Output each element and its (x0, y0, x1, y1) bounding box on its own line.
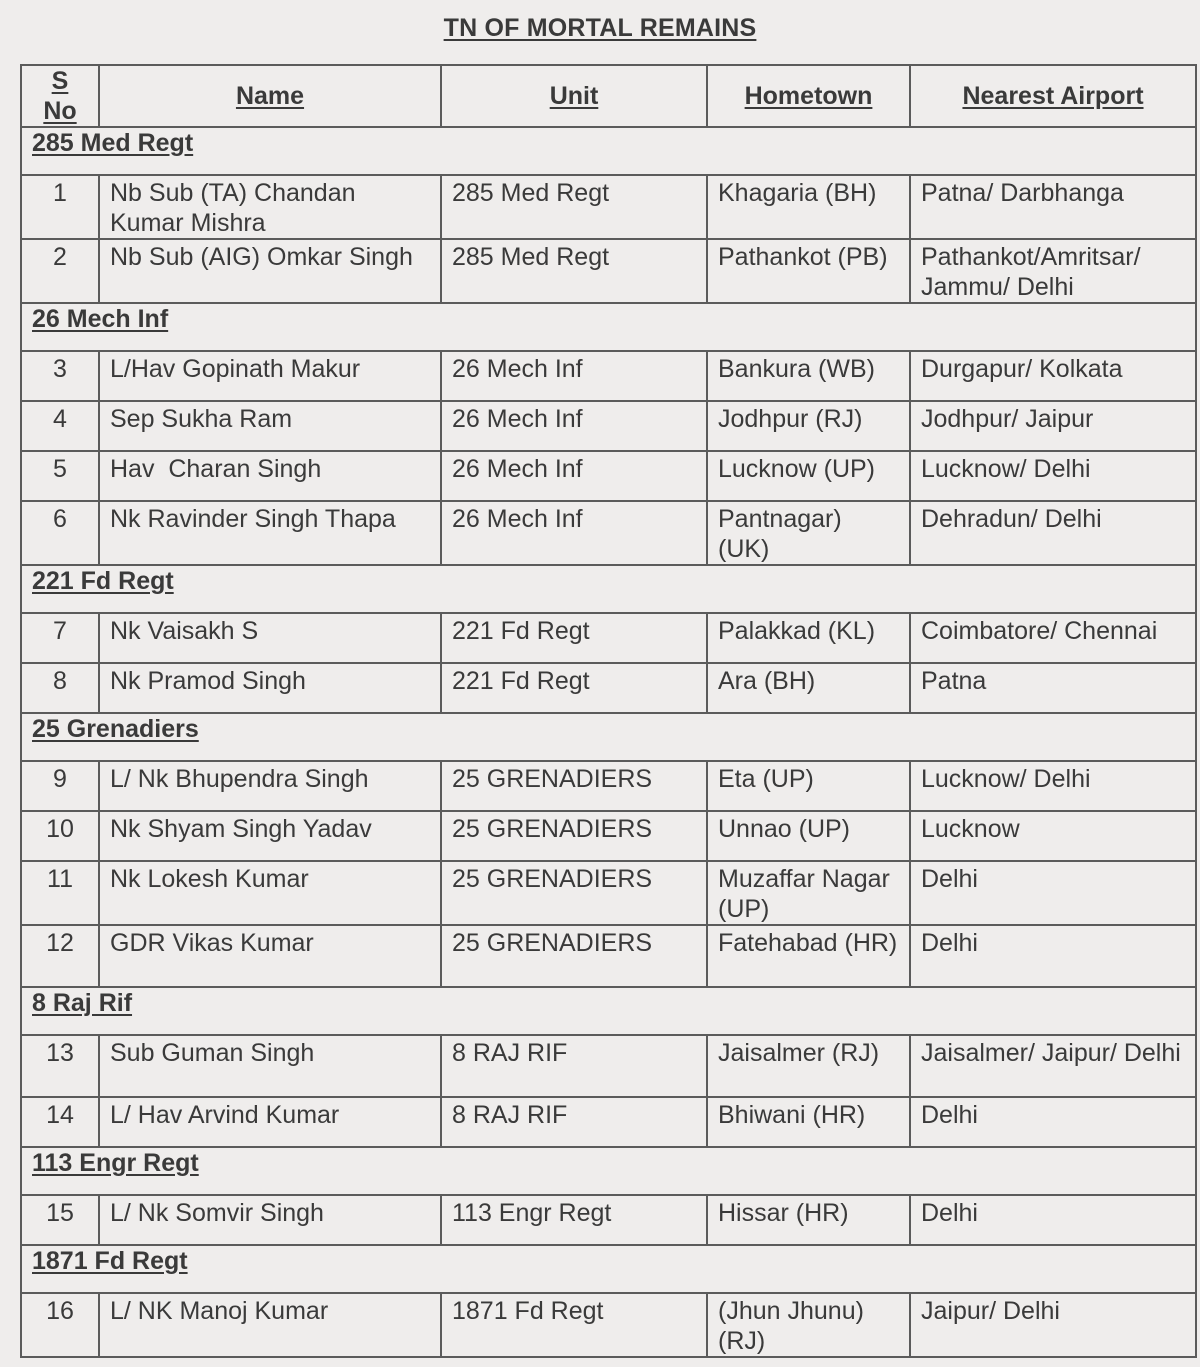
airport-cell: Delhi (910, 861, 1196, 925)
sno-header-line1: S (51, 67, 69, 95)
sno-cell: 15 (21, 1195, 99, 1245)
airport-cell: Patna (910, 663, 1196, 713)
sno-cell: 3 (21, 351, 99, 401)
table-row (21, 1035, 1196, 1097)
header-row (21, 65, 1196, 127)
name-cell: Nk Ravinder Singh Thapa (99, 501, 441, 565)
name-cell: L/ NK Manoj Kumar (99, 1293, 441, 1357)
hometown-cell: Khagaria (BH) (707, 175, 910, 239)
hometown-cell: Lucknow (UP) (707, 451, 910, 501)
name-cell: Sep Sukha Ram (99, 401, 441, 451)
airport-cell: Dehradun/ Delhi (910, 501, 1196, 565)
unit-cell: 113 Engr Regt (441, 1195, 707, 1245)
group-title: 1871 Fd Regt (21, 1245, 1196, 1293)
hometown-cell: Muzaffar Nagar (UP) (707, 861, 910, 925)
document-title: TN OF MORTAL REMAINS (443, 14, 757, 42)
name-header: Name (99, 65, 441, 127)
group-row (21, 127, 1196, 175)
hometown-cell: Ara (BH) (707, 663, 910, 713)
table-row (21, 501, 1196, 565)
mortal-remains-table (20, 64, 1197, 1358)
group-row (21, 1245, 1196, 1293)
hometown-cell: Palakkad (KL) (707, 613, 910, 663)
table-row (21, 401, 1196, 451)
sno-cell: 13 (21, 1035, 99, 1097)
sno-cell: 10 (21, 811, 99, 861)
group-title: 113 Engr Regt (21, 1147, 1196, 1195)
sno-cell: 6 (21, 501, 99, 565)
unit-cell: 26 Mech Inf (441, 451, 707, 501)
sno-header (21, 65, 99, 127)
table-row (21, 351, 1196, 401)
group-row (21, 987, 1196, 1035)
hometown-header: Hometown (707, 65, 910, 127)
sno-cell: 8 (21, 663, 99, 713)
sno-cell: 16 (21, 1293, 99, 1357)
table-row (21, 861, 1196, 925)
unit-cell: 221 Fd Regt (441, 663, 707, 713)
unit-cell: 285 Med Regt (441, 239, 707, 303)
airport-header: Nearest Airport (910, 65, 1196, 127)
unit-cell: 26 Mech Inf (441, 501, 707, 565)
hometown-cell: Bankura (WB) (707, 351, 910, 401)
airport-cell: Jodhpur/ Jaipur (910, 401, 1196, 451)
sno-cell: 2 (21, 239, 99, 303)
hometown-cell: Fatehabad (HR) (707, 925, 910, 987)
unit-cell: 25 GRENADIERS (441, 811, 707, 861)
sno-cell: 12 (21, 925, 99, 987)
airport-cell: Lucknow/ Delhi (910, 451, 1196, 501)
name-cell: L/ Hav Arvind Kumar (99, 1097, 441, 1147)
airport-cell: Delhi (910, 1195, 1196, 1245)
hometown-cell: Hissar (HR) (707, 1195, 910, 1245)
airport-cell: Lucknow (910, 811, 1196, 861)
unit-cell: 221 Fd Regt (441, 613, 707, 663)
name-cell: Nk Shyam Singh Yadav (99, 811, 441, 861)
unit-cell: 285 Med Regt (441, 175, 707, 239)
name-cell: L/ Nk Bhupendra Singh (99, 761, 441, 811)
table-row (21, 613, 1196, 663)
airport-cell: Durgapur/ Kolkata (910, 351, 1196, 401)
sno-cell: 7 (21, 613, 99, 663)
airport-cell: Delhi (910, 925, 1196, 987)
unit-cell: 26 Mech Inf (441, 401, 707, 451)
name-cell: L/ Nk Somvir Singh (99, 1195, 441, 1245)
airport-cell: Jaipur/ Delhi (910, 1293, 1196, 1357)
table-row (21, 1097, 1196, 1147)
unit-header: Unit (441, 65, 707, 127)
unit-cell: 8 RAJ RIF (441, 1097, 707, 1147)
unit-cell: 25 GRENADIERS (441, 861, 707, 925)
table-row (21, 451, 1196, 501)
hometown-cell: (Jhun Jhunu) (RJ) (707, 1293, 910, 1357)
sno-cell: 1 (21, 175, 99, 239)
hometown-cell: Pathankot (PB) (707, 239, 910, 303)
hometown-cell: Bhiwani (HR) (707, 1097, 910, 1147)
airport-cell: Lucknow/ Delhi (910, 761, 1196, 811)
sno-cell: 5 (21, 451, 99, 501)
sno-cell: 9 (21, 761, 99, 811)
group-row (21, 303, 1196, 351)
table-row (21, 175, 1196, 239)
sno-cell: 4 (21, 401, 99, 451)
group-row (21, 565, 1196, 613)
group-title: 8 Raj Rif (21, 987, 1196, 1035)
table-row (21, 811, 1196, 861)
sno-header-line2: No (43, 97, 77, 125)
hometown-cell: Jaisalmer (RJ) (707, 1035, 910, 1097)
table-row (21, 663, 1196, 713)
name-cell: Nb Sub (TA) Chandan Kumar Mishra (99, 175, 441, 239)
airport-cell: Jaisalmer/ Jaipur/ Delhi (910, 1035, 1196, 1097)
name-cell: Nk Pramod Singh (99, 663, 441, 713)
unit-cell: 8 RAJ RIF (441, 1035, 707, 1097)
sno-cell: 14 (21, 1097, 99, 1147)
group-title: 285 Med Regt (21, 127, 1196, 175)
unit-cell: 25 GRENADIERS (441, 761, 707, 811)
name-cell: L/Hav Gopinath Makur (99, 351, 441, 401)
group-row (21, 713, 1196, 761)
group-title: 26 Mech Inf (21, 303, 1196, 351)
group-row (21, 1147, 1196, 1195)
hometown-cell: Pantnagar) (UK) (707, 501, 910, 565)
unit-cell: 26 Mech Inf (441, 351, 707, 401)
hometown-cell: Jodhpur (RJ) (707, 401, 910, 451)
hometown-cell: Unnao (UP) (707, 811, 910, 861)
group-title: 25 Grenadiers (21, 713, 1196, 761)
table-row (21, 1293, 1196, 1357)
table-row (21, 761, 1196, 811)
name-cell: Nb Sub (AIG) Omkar Singh (99, 239, 441, 303)
sno-cell: 11 (21, 861, 99, 925)
airport-cell: Patna/ Darbhanga (910, 175, 1196, 239)
name-cell: Nk Lokesh Kumar (99, 861, 441, 925)
unit-cell: 25 GRENADIERS (441, 925, 707, 987)
name-cell: GDR Vikas Kumar (99, 925, 441, 987)
airport-cell: Coimbatore/ Chennai (910, 613, 1196, 663)
name-cell: Sub Guman Singh (99, 1035, 441, 1097)
name-cell: Hav Charan Singh (99, 451, 441, 501)
group-title: 221 Fd Regt (21, 565, 1196, 613)
table-row (21, 239, 1196, 303)
table-row (21, 1195, 1196, 1245)
table-row (21, 925, 1196, 987)
airport-cell: Pathankot/Amritsar/ Jammu/ Delhi (910, 239, 1196, 303)
unit-cell: 1871 Fd Regt (441, 1293, 707, 1357)
hometown-cell: Eta (UP) (707, 761, 910, 811)
airport-cell: Delhi (910, 1097, 1196, 1147)
name-cell: Nk Vaisakh S (99, 613, 441, 663)
